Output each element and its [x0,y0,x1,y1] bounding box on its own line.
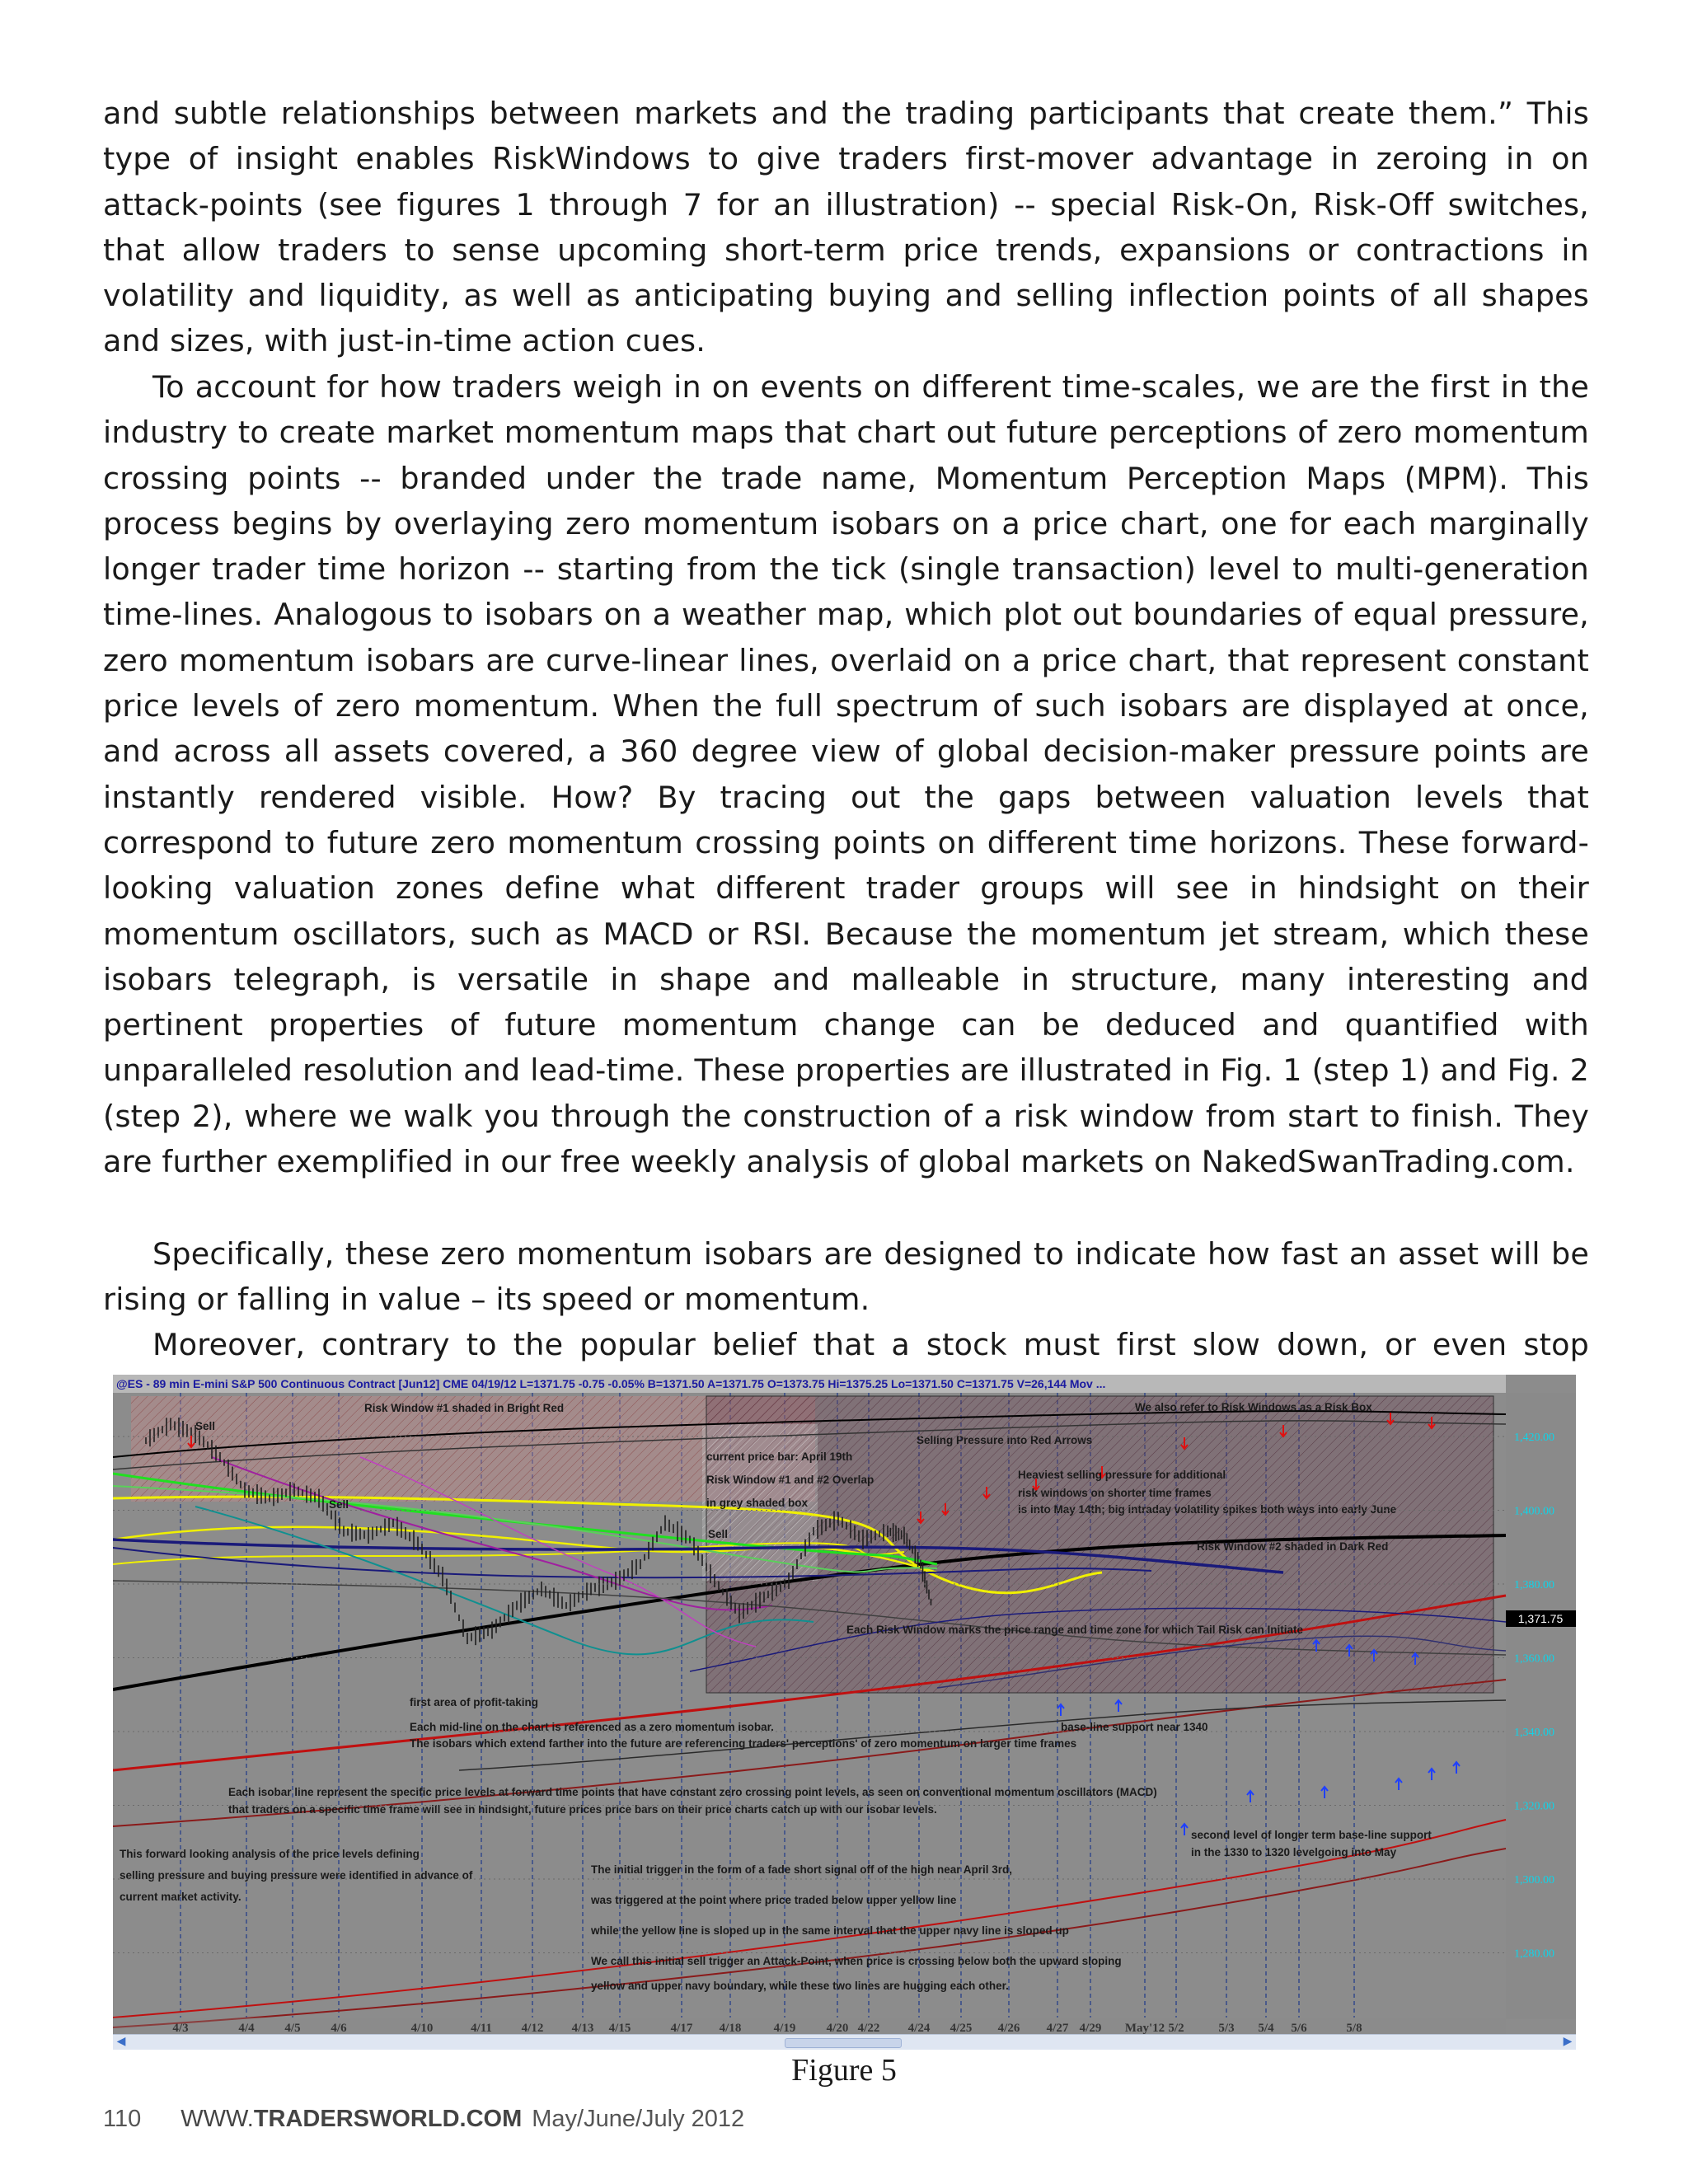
date-tick-label: 5/8 [1346,2022,1362,2034]
body-paragraph-4: Moreover, contrary to the popular belief that a stock must first slow down, or even stop [152,1327,1589,1362]
date-tick-label: 4/13 [571,2022,594,2034]
label-trigger-4: We call this initial sell trigger an Attack-Point, when price is crossing below both the upward sloping [591,1955,1122,1967]
date-tick-label: 4/25 [950,2022,973,2034]
date-tick-label: 5/2 [1168,2022,1184,2034]
scroll-left-icon[interactable]: ◀ [116,2035,126,2048]
label-isobar-line-2: that traders on a specific time frame will see in hindsight, future prices price bars on their price charts catch up with our isobar levels. [228,1803,937,1816]
label-trigger-2: was triggered at the point where price traded below upper yellow line [591,1894,957,1906]
date-tick-label: 4/18 [719,2022,742,2034]
date-tick-label: 4/10 [410,2022,434,2034]
label-isobars-extend: The isobars which extend farther into the future are referencing traders' perceptions' of zero momentum on larger time frames [410,1737,1077,1750]
date-tick-label: 4/29 [1079,2022,1102,2034]
price-tick-label: 1,340.00 [1514,1727,1554,1739]
chart-scrollbar[interactable] [113,2034,1576,2050]
date-tick-label: 4/12 [521,2022,544,2034]
page-footer [103,2106,744,2133]
price-tick-label: 1,380.00 [1514,1579,1554,1591]
price-tick-label: 1,280.00 [1514,1947,1554,1961]
date-tick-label: 4/3 [172,2022,189,2034]
scroll-right-icon[interactable]: ▶ [1563,2035,1573,2048]
date-tick-label: 4/11 [471,2022,492,2034]
label-profit-taking: first area of profit-taking [410,1696,539,1708]
label-current-bar-2: Risk Window #1 and #2 Overlap [706,1474,874,1486]
label-sell-3: Sell [708,1528,729,1540]
scroll-thumb[interactable] [785,2038,902,2048]
price-axis-background [1506,1393,1576,2019]
label-forward-3: current market activity. [120,1891,241,1903]
label-trigger-3: while the yellow line is sloped up in the same interval that the upper navy line is sloped up [591,1924,1069,1937]
date-tick-label: 4/6 [331,2022,347,2034]
label-heaviest-1: Heaviest selling pressure for additional [1018,1469,1226,1481]
label-heaviest-2: risk windows on shorter time frames [1018,1487,1212,1499]
site-brand: TRADERSWORLD.COM [253,2106,523,2132]
label-risk-box: We also refer to Risk Windows as a Risk Box [1135,1401,1372,1413]
date-tick-label: 4/26 [997,2022,1020,2034]
label-current-bar-1: current price bar: April 19th [706,1451,853,1463]
price-tick-label: 1,300.00 [1514,1874,1554,1886]
label-isobar-line-1: Each isobar line represent the specific price levels at forward time points that have constant zero crossing point levels, as seen on conventional momentum oscillators (MACD) [228,1786,1157,1798]
label-forward-2: selling pressure and buying pressure were identified in advance of [120,1869,473,1882]
date-tick-label: 4/22 [857,2022,880,2034]
date-tick-label: 4/24 [907,2022,931,2034]
price-chart-figure [113,1375,1576,2034]
figure-caption: Figure 5 [791,2053,897,2088]
price-tick-label: 1,400.00 [1514,1505,1554,1518]
date-tick-label: 4/27 [1046,2022,1069,2034]
page-number: 110 [103,2106,142,2132]
label-sell-2: Sell [329,1498,349,1511]
label-selling-pressure: Selling Pressure into Red Arrows [917,1434,1093,1446]
date-tick-label: May'12 [1124,2022,1165,2034]
label-midline: Each mid-line on the chart is referenced as a zero momentum isobar. [410,1721,774,1733]
chart-header: @ES - 89 min E-mini S&P 500 Continuous Contract [Jun12] CME 04/19/12 L=1371.75 -0.75 -0.05% B=1371.50 A=1371.75 O=1373.75 Hi=1375.25 Lo=1371.50 C=1371.75 V=26,144 Mov ... [116,1377,1106,1390]
body-paragraph-2: To account for how traders weigh in on events on different time-scales, we are the first in the industry to create market momentum maps that chart out future perceptions of zero momentum crossing points -- branded under the trade name, Momentum Perception Maps (MPM). This process begins by overlaying zero momentum isobars on a price chart, one for each marginally longer trader time horizon -- starting from the tick (single transaction) level to multi-generation time-lines. Analogous to isobars on a weather map, which plot out boundaries of equal pressure, zero momentum isobars are curve-linear lines, overlaid on a price chart, that represent constant price levels of zero momentum. When the full spectrum of such isobars are displayed at once, and across all assets covered, a 360 degree view of global decision-maker pressure points are instantly rendered visible. How? By tracing out the gaps between valuation levels that correspond to future zero momentum crossing points on different time horizons. These forward-looking valuation zones define what different trader groups will see in hindsight on their momentum oscillators, such as MACD or RSI. Because the momentum jet stream, which these isobars telegraph, is versatile in shape and malleable in structure, many interesting and pertinent properties of future momentum change can be deduced and quantified with unparalleled resolution and lead-time. These properties are illustrated in Fig. 1 (step 1) and Fig. 2 (step 2), where we walk you through the construction of a risk window from start to finish. They are further exemplified in our free weekly analysis of global markets on NakedSwanTrading.com. [103,369,1589,1180]
label-baseline-1340: base-line support near 1340 [1061,1721,1208,1733]
body-paragraph-1: and subtle relationships between markets and the trading participants that create them.” This type of insight enables RiskWindows to give traders first-mover advantage in zeroing in on attack-points (see figures 1 through 7 for an illustration) -- special Risk-On, Risk-Off switches, that allow traders to sense upcoming short-term price trends, expansions or contractions in volatility and liquidity, as well as anticipating buying and selling inflection points of all shapes and sizes, with just-in-time action cues. [103,96,1589,359]
label-forward-1: This forward looking analysis of the price levels defining [120,1848,420,1860]
label-trigger-5: yellow and upper navy boundary, while these two lines are hugging each other. [591,1980,1009,1992]
label-risk-window-1: Risk Window #1 shaded in Bright Red [364,1402,565,1414]
date-tick-label: 4/5 [284,2022,301,2034]
date-tick-label: 4/17 [670,2022,693,2034]
price-tick-label: 1,420.00 [1514,1432,1554,1444]
date-tick-label: 4/4 [238,2022,255,2034]
label-current-bar-3: in grey shaded box [706,1497,809,1509]
price-tick-label: 1,320.00 [1514,1800,1554,1813]
label-sell-1: Sell [195,1420,216,1432]
date-tick-label: 5/6 [1291,2022,1307,2034]
site-prefix: WWW. [181,2106,254,2132]
label-heaviest-3: is into May 14th; big intraday volatility spikes both ways into early June [1018,1503,1397,1516]
date-tick-label: 5/3 [1218,2022,1235,2034]
label-second-level-2: in the 1330 to 1320 levelgoing into May [1191,1846,1397,1858]
date-tick-label: 4/15 [608,2022,631,2034]
issue-date: May/June/July 2012 [532,2106,745,2132]
label-trigger-1: The initial trigger in the form of a fade short signal off of the high near April 3rd, [591,1863,1013,1876]
last-price-label: 1,371.75 [1517,1612,1564,1625]
label-risk-window-2: Risk Window #2 shaded in Dark Red [1197,1540,1389,1553]
label-second-level-1: second level of longer term base-line support [1191,1829,1432,1841]
date-tick-label: 4/20 [826,2022,849,2034]
date-tick-label: 5/4 [1258,2022,1274,2034]
price-tick-label: 1,360.00 [1514,1652,1554,1666]
body-paragraph-3: Specifically, these zero momentum isobars are designed to indicate how fast an asset will be rising or falling in value – its speed or momentum. [103,1236,1589,1318]
date-axis-labels [113,2018,1506,2034]
label-each-risk-window: Each Risk Window marks the price range and time zone for which Tail Risk can Initiate [846,1624,1304,1636]
date-tick-label: 4/19 [773,2022,796,2034]
